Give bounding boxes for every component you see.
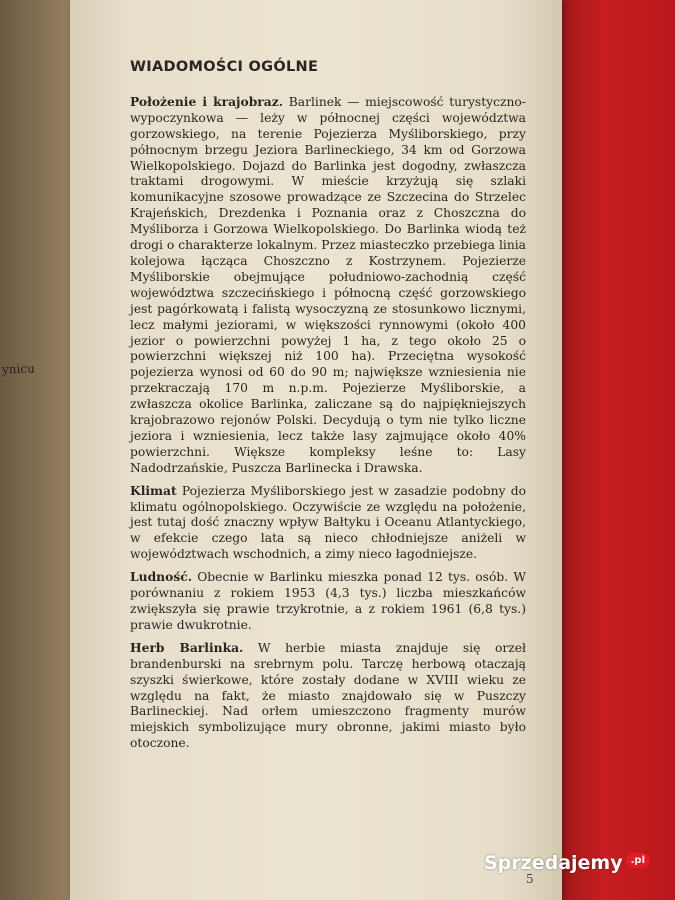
paragraph-text: Barlinek — miejscowość turystyczno-wypoczynkowa — leży w północnej części województwa gorzowskiego, na terenie Pojezierza Myśliborskiego, przy północnym brzegu Jeziora Barlineckiego, 34 km od Gorzowa Wielkopolskiego. Dojazd do Barlinka jest dogodny, zwłaszcza traktami drogowymi. W mieście krzyżują się szlaki komunikacyjne szosowe prowadzące ze Szczecina do Strzelec Krajeńskich, Drezdenka i Poznania oraz z Choszczna do Myśliborza i Gorzowa Wielkopolskiego. Do Barlinka wiodą też drogi o charakterze lokalnym. Przez miasteczko przebiega linia kolejowa łącząca Choszczno z Kostrzynem. Pojezierze Myśliborskie obejmujące południowo-zachodnią część województwa szczecińskiego i północną część gorzowskiego jest pagórkowatą i falistą wysoczyzną ze stosunkowo licznymi, lecz małymi jeziorami, w większości rynnowymi (około 400 jezior o powierzchni powyżej 1 ha, z tego około 25 o powierzchni większej niż 100 ha). Przeciętna wysokość pojezierza wynosi od 60 do 90 m; największe wzniesienia nie przekraczają 170 m n.p.m. Pojezierze Myśliborskie, a zwłaszcza okolice Barlinka, zaliczane są do najpiękniejszych krajobrazowo rejonów Polski. Decydują o tym nie tylko liczne jeziora i wzniesienia, lecz także lasy zajmujące około 40% powierzchni. Większe kompleksy leśne to: Lasy Nadodrzańskie, Puszcza Barlinecka i Drawska. (130, 94, 526, 475)
section-heading: WIADOMOŚCI OGÓLNE (130, 59, 319, 75)
left-page-text-fragment: ynicu (1, 361, 36, 377)
paragraph-lead: Ludność. (130, 569, 193, 585)
paragraph-coat-of-arms (130, 640, 526, 752)
paragraph-population (130, 569, 526, 634)
watermark-logo (484, 852, 650, 874)
page-number: 5 (526, 872, 534, 886)
page-content (130, 60, 526, 758)
watermark-text: Sprzedajemy (484, 852, 623, 874)
paragraph-text: Pojezierza Myśliborskiego jest w zasadzie podobny do klimatu ogólnopolskiego. Oczywiście ze względu na położenie, jest tutaj dość znaczny wpływ Bałtyku i Oceanu Atlantyckiego, w efekcie czego lata są nieco chłodniejsze aniżeli w województwach wschodnich, a zimy nieco łagodniejsze. (130, 483, 526, 562)
red-background (557, 0, 675, 900)
book-page (70, 0, 562, 900)
paragraph-location (130, 94, 526, 477)
paragraph-text: Obecnie w Barlinku mieszka ponad 12 tys. osób. W porównaniu z rokiem 1953 (4,3 tys.) liczba mieszkańców zwiększyła się prawie trzykrotnie, a z rokiem 1961 (6,8 tys.) prawie dwukrotnie. (130, 570, 526, 632)
paragraph-lead: Położenie i krajobraz. (130, 93, 284, 109)
paragraph-lead: Herb Barlinka. (130, 639, 244, 655)
paragraph-text: W herbie miasta znajduje się orzeł brandenburski na srebrnym polu. Tarczę herbową otaczają szyszki świerkowe, które zostały dodane w XVIII wieku ze względu na fakt, że miasto znajdowało się w Puszczy Barlineckiej. Nad orłem umieszczono fragmenty murów miejskich symbolizujące mury obronne, jakimi miasto było otoczone. (130, 640, 526, 751)
paragraph-climate (130, 483, 526, 564)
watermark-suffix: .pl (626, 853, 650, 868)
paragraph-lead: Klimat (130, 482, 177, 498)
